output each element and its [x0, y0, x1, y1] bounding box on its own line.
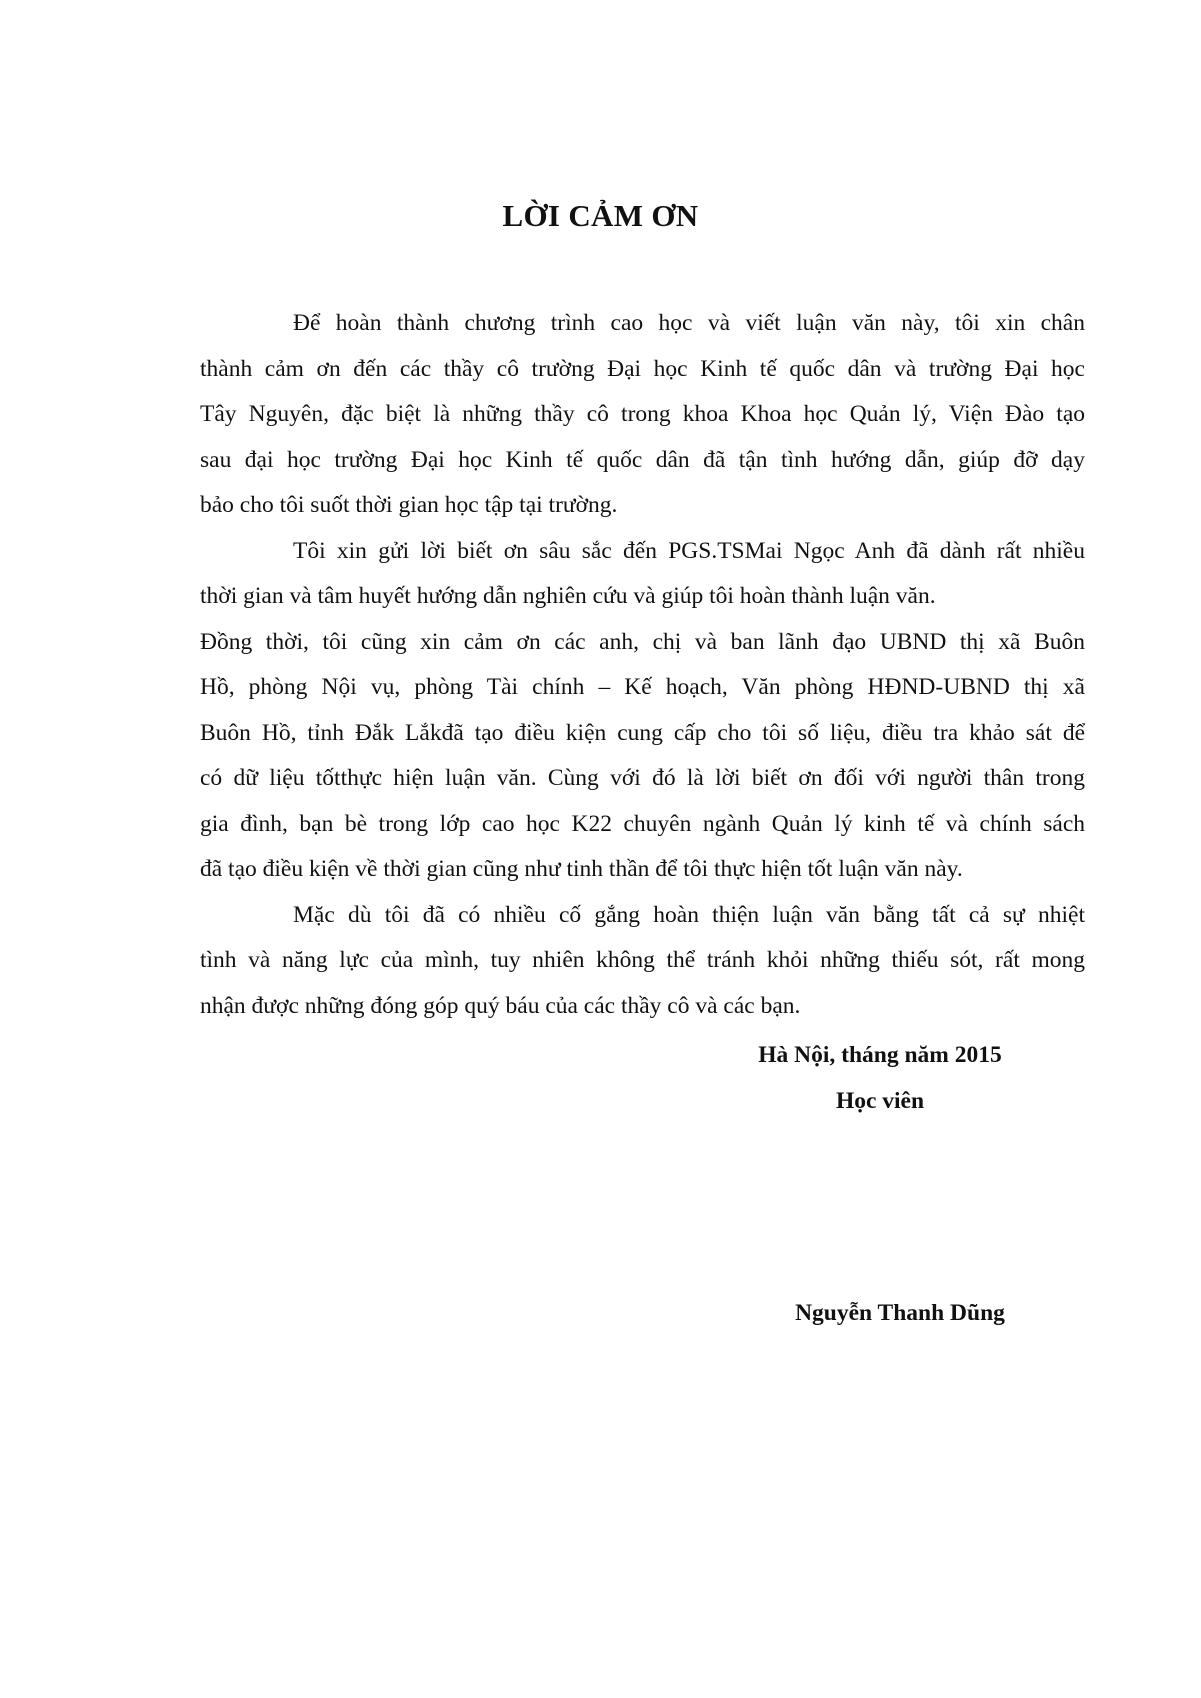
paragraph-2-line-3: Đồng thời, tôi cũng xin cảm ơn các anh, chị và ban lãnh đạo UBND thị xã Buôn: [200, 628, 1085, 655]
paragraph-2-line-4: Hồ, phòng Nội vụ, phòng Tài chính – Kế hoạch, Văn phòng HĐND-UBND thị xã: [200, 674, 1085, 700]
paragraph-2-line-8: đã tạo điều kiện về thời gian cũng như tinh thần để tôi thực hiện tốt luận văn này.: [200, 856, 963, 882]
signature-role: Học viên: [835, 1088, 925, 1114]
acknowledgement-body: [200, 301, 1085, 1029]
paragraph-1-line-5: bảo cho tôi suốt thời gian học tập tại trường.: [200, 492, 618, 518]
paragraph-2-line-6: có dữ liệu tốtthực hiện luận văn. Cùng với đó là lời biết ơn đối với người thân trong: [200, 765, 1085, 791]
paragraph-3-line-2: tình và năng lực của mình, tuy nhiên không thể tránh khỏi những thiếu sót, rất mong: [200, 947, 1085, 973]
signature-name: Nguyễn Thanh Dũng: [795, 1300, 1005, 1326]
paragraph-2-line-7: gia đình, bạn bè trong lớp cao học K22 chuyên ngành Quản lý kinh tế và chính sách: [200, 810, 1085, 837]
page-title: LỜI CẢM ƠN: [502, 198, 699, 233]
signature-block: [700, 1032, 1060, 1124]
paragraph-1-line-2: thành cảm ơn đến các thầy cô trường Đại học Kinh tế quốc dân và trường Đại học: [200, 355, 1085, 382]
paragraph-1-line-1: Để hoàn thành chương trình cao học và viết luận văn này, tôi xin chân: [293, 310, 1085, 336]
signature-place-date: Hà Nội, tháng năm 2015: [758, 1042, 1002, 1068]
paragraph-1-line-4: sau đại học trường Đại học Kinh tế quốc dân đã tận tình hướng dẫn, giúp đỡ dạy: [200, 446, 1085, 473]
paragraph-2-line-5: Buôn Hồ, tỉnh Đắk Lắkđã tạo điều kiện cung cấp cho tôi số liệu, điều tra khảo sát để: [200, 719, 1085, 746]
paragraph-3-line-3: nhận được những đóng góp quý báu của các thầy cô và các bạn.: [200, 992, 801, 1019]
paragraph-1-line-3: Tây Nguyên, đặc biệt là những thầy cô trong khoa Khoa học Quản lý, Viện Đào tạo: [200, 401, 1085, 427]
paragraph-2-line-2: thời gian và tâm huyết hướng dẫn nghiên cứu và giúp tôi hoàn thành luận văn.: [200, 583, 936, 609]
paragraph-2-line-1: Tôi xin gửi lời biết ơn sâu sắc đến PGS.TSMai Ngọc Anh đã dành rất nhiều: [293, 537, 1085, 564]
paragraph-3-line-1: Mặc dù tôi đã có nhiều cố gắng hoàn thiện luận văn bằng tất cả sự nhiệt: [293, 901, 1085, 928]
